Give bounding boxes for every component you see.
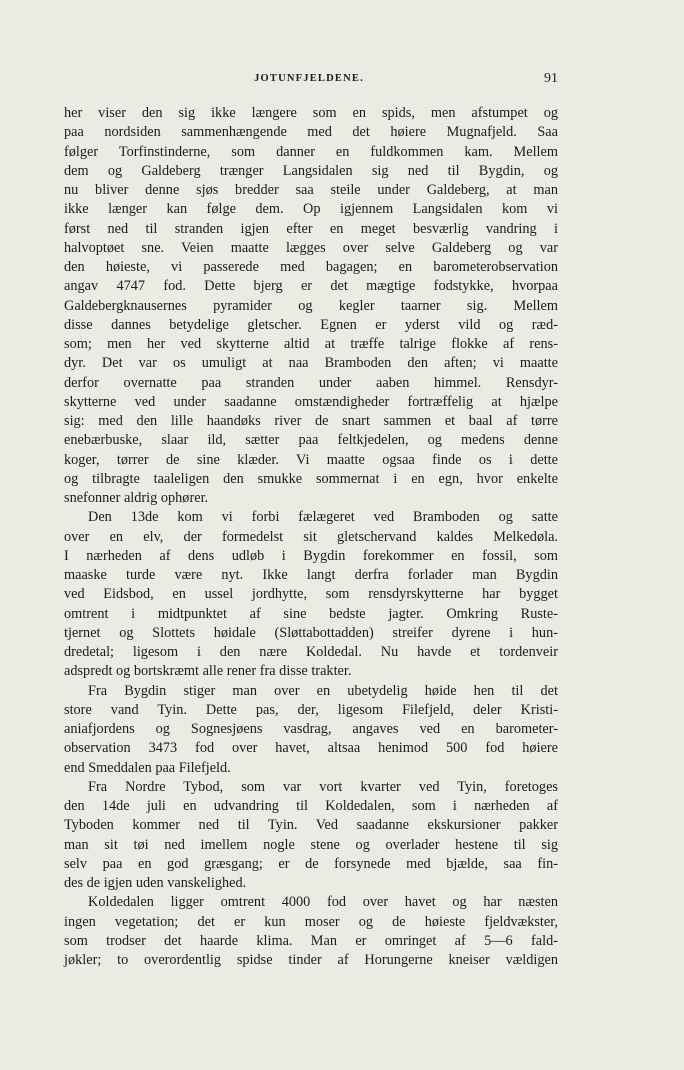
text-line: Fra Nordre Tybod, som var vort kvarter ved Tyin, foretoges bbox=[88, 778, 558, 795]
text-line: Koldedalen ligger omtrent 4000 fod over havet og har næsten bbox=[88, 894, 558, 911]
paragraph bbox=[64, 508, 558, 681]
text-line: aniafjordens og Sognesjøens vasdrag, angaves ved en barometer- bbox=[64, 721, 558, 737]
text-line: Galdebergknausernes pyramider og kegler taarner sig. Mellem bbox=[64, 297, 558, 314]
text-line: dredetal; ligesom i den nære Koldedal. Nu havde et tordenveir bbox=[64, 644, 558, 660]
text-line: først ned til stranden igjen efter en meget besværlig vandring i bbox=[64, 220, 558, 237]
text-line: paa nordsiden sammenhængende med det høiere Mugnafjeld. Saa bbox=[64, 124, 558, 141]
text-line: store vand Tyin. Dette pas, der, ligesom Filefjeld, deler Kristi- bbox=[64, 701, 558, 718]
text-line: Den 13de kom vi forbi fælægeret ved Bramboden og satte bbox=[88, 509, 558, 526]
text-line: den høieste, vi passerede med bagagen; en barometerobservation bbox=[64, 259, 558, 275]
text-line: som trodser det haarde klima. Man er omringet af 5—6 fald- bbox=[64, 932, 558, 949]
text-line: dyr. Det var os umuligt at naa Bramboden den aften; vi maatte bbox=[64, 355, 558, 372]
text-line: enebærbuske, slaar ild, sætter paa feltkjedelen, og medens denne bbox=[64, 432, 558, 449]
text-line: omtrent i midtpunktet af sine bedste jagter. Omkring Ruste- bbox=[64, 605, 558, 622]
text-line: ikke længer kan følge dem. Op igjennem Langsidalen kom vi bbox=[64, 201, 558, 218]
text-line: observation 3473 fod over havet, altsaa henimod 500 fod høiere bbox=[64, 740, 558, 757]
text-line: des de igjen uden vanskelighed. bbox=[64, 875, 247, 891]
text-line: sig: med den lille haandøks river de snart sammen et baal af tørre bbox=[64, 413, 558, 429]
text-line: nu bliver denne sjøs bredder saa steile under Galdeberg, at man bbox=[64, 182, 558, 198]
text-line: koger, tørrer de sine klæder. Vi maatte ogsaa finde os i dette bbox=[64, 451, 558, 468]
text-line: disse dannes betydelige gletscher. Egnen er yderst vild og ræd- bbox=[64, 316, 558, 333]
text-line: angav 4747 fod. Dette bjerg er det mægtige fodstykke, hvorpaa bbox=[64, 278, 558, 295]
text-line: den 14de juli en udvandring til Koldedalen, som i nærheden af bbox=[64, 798, 558, 814]
text-line: I nærheden af dens udløb i Bygdin forekommer en fossil, som bbox=[64, 547, 558, 564]
text-line: end Smeddalen paa Filefjeld. bbox=[64, 759, 231, 776]
text-line: ved Eidsbod, en ussel jordhytte, som rensdyrskytterne har bygget bbox=[64, 586, 558, 603]
text-line: ingen vegetation; det er kun moser og de høieste fjeldvækster, bbox=[64, 913, 558, 930]
text-line: tjernet og Slottets høidale (Sløttabottadden) streifer dyrene i hun- bbox=[64, 624, 558, 641]
text-line: halvoptøet sne. Veien maatte lægges over selve Galdeberg og var bbox=[64, 239, 558, 256]
paragraph bbox=[64, 778, 558, 894]
text-line: selv paa en god græsgang; er de forsynede med bjælde, saa fin- bbox=[64, 855, 558, 872]
text-line: Tyboden kommer ned til Tyin. Ved saadanne ekskursioner pakker bbox=[64, 817, 558, 834]
text-line: og tilbragte taaleligen den smukke sommernat i en egn, hvor enkelte bbox=[64, 470, 558, 487]
text-line: derfor overnatte paa stranden under aaben himmel. Rensdyr- bbox=[64, 374, 558, 391]
text-line: man sit tøi ned imellem nogle stene og overlader hestene til sig bbox=[64, 836, 558, 853]
paragraph bbox=[64, 893, 558, 970]
body-text bbox=[64, 104, 558, 970]
running-head: JOTUNFJELDENE. bbox=[254, 73, 364, 84]
text-line: Fra Bygdin stiger man over en ubetydelig høide hen til det bbox=[88, 682, 558, 699]
text-line: jøkler; to overordentlig spidse tinder af Horungerne kneiser vældigen bbox=[64, 952, 558, 968]
text-line: maaske turde være nyt. Ikke langt derfra forlader man Bygdin bbox=[64, 567, 558, 583]
page-header bbox=[60, 73, 558, 93]
text-line: dem og Galdeberg trænger Langsidalen sig ned til Bygdin, og bbox=[64, 162, 558, 179]
text-line: skytterne ved under saadanne omstændigheder fortræffelig at hjælpe bbox=[64, 393, 558, 410]
text-line: adspredt og bortskræmt alle rener fra disse trakter. bbox=[64, 663, 352, 680]
text-line: følger Torfinstinderne, som danner en fuldkommen kam. Mellem bbox=[64, 143, 558, 160]
text-line: over en elv, der formedelst sit gletschervand kaldes Melkedøla. bbox=[64, 528, 558, 545]
page-number: 91 bbox=[544, 71, 558, 86]
paragraph bbox=[64, 682, 558, 778]
text-line: her viser den sig ikke længere som en spids, men afstumpet og bbox=[64, 105, 558, 121]
text-line: som; men her ved skytterne altid at træffe talrige flokke af rens- bbox=[64, 336, 558, 352]
text-line: snefonner aldrig ophører. bbox=[64, 490, 209, 506]
paragraph bbox=[64, 104, 558, 508]
